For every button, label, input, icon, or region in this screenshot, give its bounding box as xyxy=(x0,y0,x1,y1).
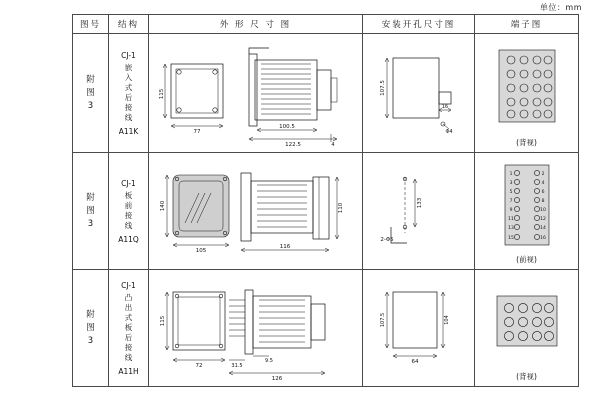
svg-text:4: 4 xyxy=(331,142,335,148)
svg-text:12: 12 xyxy=(540,217,546,222)
svg-text:16: 16 xyxy=(540,236,546,241)
table-header-row xyxy=(73,15,579,34)
tu-hao-char: 附 xyxy=(86,192,95,203)
svg-text:15: 15 xyxy=(508,236,514,241)
svg-text:4: 4 xyxy=(541,181,545,186)
structure-model: CJ-1 xyxy=(121,50,136,60)
svg-text:2: 2 xyxy=(541,172,545,177)
header-mounting: 安装开孔尺寸图 xyxy=(363,15,475,34)
svg-text:14: 14 xyxy=(540,226,546,231)
cell-terminal-2 xyxy=(475,153,579,270)
cell-outline-3 xyxy=(149,270,363,387)
terminal-caption: (背视) xyxy=(516,138,537,147)
cell-tu-hao-1 xyxy=(73,34,109,153)
svg-text:10: 10 xyxy=(540,208,546,213)
svg-text:115: 115 xyxy=(159,88,165,100)
tu-hao-char: 附 xyxy=(86,309,95,320)
svg-text:105: 105 xyxy=(195,248,207,254)
cell-structure-2 xyxy=(109,153,149,270)
svg-text:13: 13 xyxy=(508,226,514,231)
structure-vertical-text: 板前接线 xyxy=(124,190,133,230)
tu-hao-char: 3 xyxy=(87,218,94,229)
svg-text:6: 6 xyxy=(541,190,545,195)
svg-text:115: 115 xyxy=(160,315,166,327)
cell-terminal-3 xyxy=(475,270,579,387)
svg-text:64: 64 xyxy=(411,359,419,365)
structure-code: A11K xyxy=(118,126,139,136)
cell-outline-2 xyxy=(149,153,363,270)
svg-text:77: 77 xyxy=(193,129,201,135)
table-row xyxy=(73,34,579,153)
cell-terminal-1 xyxy=(475,34,579,153)
cell-mounting-2 xyxy=(363,153,475,270)
svg-text:126: 126 xyxy=(271,376,283,382)
cell-tu-hao-3 xyxy=(73,270,109,387)
cell-outline-1 xyxy=(149,34,363,153)
header-structure: 结构 xyxy=(109,15,149,34)
svg-text:16: 16 xyxy=(441,104,449,110)
svg-text:31.5: 31.5 xyxy=(231,363,243,369)
table-row xyxy=(73,153,579,270)
terminal-caption: (前视) xyxy=(516,255,537,264)
cell-structure-1 xyxy=(109,34,149,153)
svg-text:5: 5 xyxy=(509,190,513,195)
header-outline: 外 形 尺 寸 图 xyxy=(149,15,363,34)
tu-hao-char: 图 xyxy=(86,205,95,216)
terminal-caption: (背视) xyxy=(516,372,537,381)
cell-mounting-1 xyxy=(363,34,475,153)
structure-model: CJ-1 xyxy=(121,178,136,188)
svg-text:72: 72 xyxy=(195,363,203,369)
structure-vertical-text: 嵌入式后接线 xyxy=(124,62,133,122)
structure-vertical-text: 凸出式板后接线 xyxy=(124,292,133,362)
svg-text:107.5: 107.5 xyxy=(380,312,386,328)
svg-text:2-Φ5: 2-Φ5 xyxy=(380,237,394,243)
svg-text:8: 8 xyxy=(541,199,545,204)
tu-hao-char: 附 xyxy=(86,74,95,85)
structure-model: CJ-1 xyxy=(121,280,136,290)
table-row xyxy=(73,270,579,387)
svg-text:104: 104 xyxy=(444,315,450,325)
tu-hao-char: 图 xyxy=(86,322,95,333)
svg-text:110: 110 xyxy=(338,202,344,214)
svg-text:7: 7 xyxy=(509,199,513,204)
cell-tu-hao-2 xyxy=(73,153,109,270)
unit-note: 单位：mm xyxy=(539,3,582,12)
structure-code: A11H xyxy=(118,366,139,376)
header-terminal: 端子图 xyxy=(475,15,579,34)
svg-text:Φ4: Φ4 xyxy=(445,129,453,135)
cell-mounting-3 xyxy=(363,270,475,387)
tu-hao-char: 3 xyxy=(87,335,94,346)
svg-text:140: 140 xyxy=(160,200,166,212)
svg-text:100.5: 100.5 xyxy=(279,124,295,130)
tu-hao-char: 3 xyxy=(87,100,94,111)
svg-text:133: 133 xyxy=(417,197,423,209)
svg-text:122.5: 122.5 xyxy=(285,142,301,148)
svg-text:107.5: 107.5 xyxy=(380,80,386,96)
svg-text:9: 9 xyxy=(509,208,513,213)
svg-text:116: 116 xyxy=(279,244,291,250)
cell-structure-3 xyxy=(109,270,149,387)
structure-code: A11Q xyxy=(118,234,139,244)
svg-text:3: 3 xyxy=(509,181,513,186)
svg-text:9.5: 9.5 xyxy=(265,358,273,364)
tu-hao-char: 图 xyxy=(86,87,95,98)
svg-text:1: 1 xyxy=(509,172,513,177)
spec-table xyxy=(72,14,579,387)
svg-text:11: 11 xyxy=(508,217,514,222)
header-tu-hao: 图号 xyxy=(73,15,109,34)
